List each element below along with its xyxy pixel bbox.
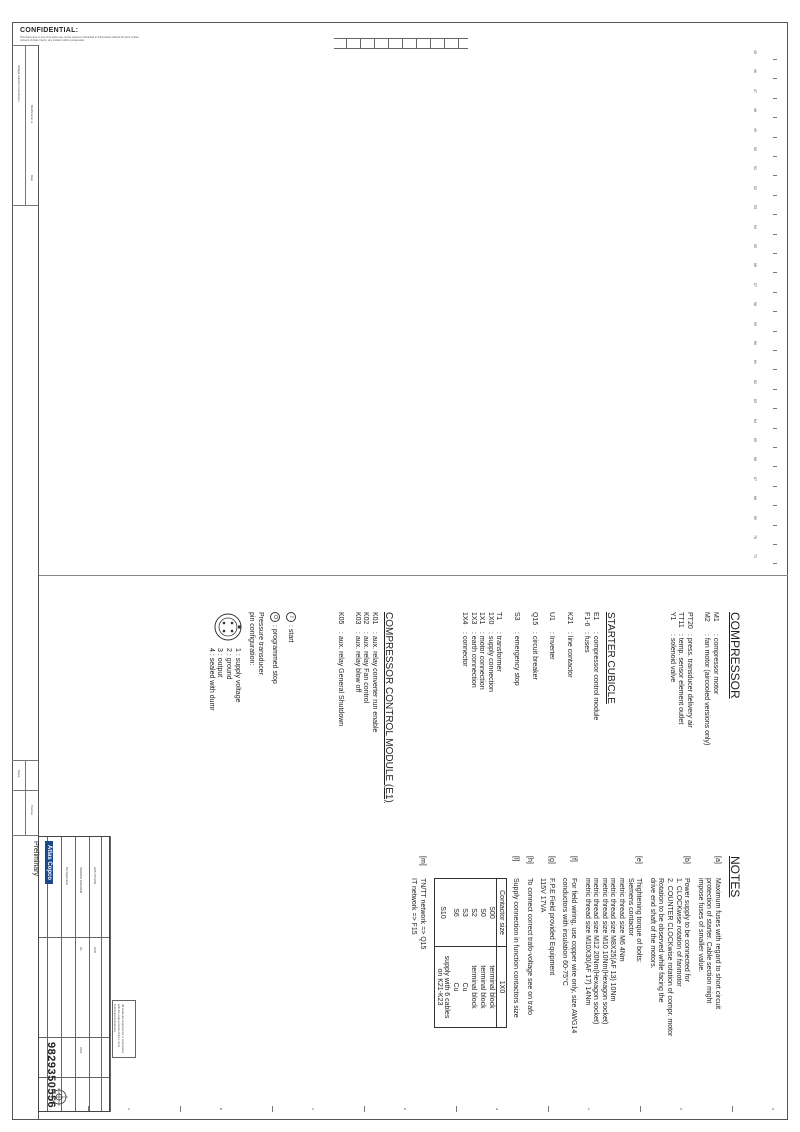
row-number: 53 (753, 205, 757, 210)
row-tick (773, 137, 777, 138)
note-line: To connect correct trafo-voltage see on trafo (525, 878, 533, 1015)
connector-pin-icon (213, 612, 243, 642)
row-number: 71 (753, 554, 757, 559)
note-line: metric thread size M10X30(AF 17) 14Nm (583, 878, 591, 1006)
symbol-desc: : programmed stop (271, 625, 279, 684)
pin-1: 1 : supply voltage (233, 648, 241, 703)
row-number: 47 (753, 88, 757, 93)
note-line: 2. COUNTER CLOCKwise rotation of compr. motor (666, 878, 674, 1037)
note-line: drive end shaft of the motors. (648, 878, 656, 969)
note-line: protection of starter. Cable section might (705, 878, 713, 1004)
column-tick (640, 1106, 641, 1112)
note-tag: [b] (683, 856, 691, 864)
column-tick (180, 1106, 181, 1112)
item-desc: : fuses (583, 632, 591, 653)
row-number: 48 (753, 108, 757, 113)
note-tag: [l] (512, 856, 520, 862)
symbol-desc: : start (286, 625, 294, 643)
pin-4: 4 : sealed with dumr (207, 648, 215, 711)
item-desc: : press. transducer delivery air (685, 634, 693, 728)
row-number: 61 (753, 360, 757, 365)
item-desc: : motor connection (478, 632, 486, 690)
note-line: 1. CLOCKwise rotation of fanmotor (674, 878, 682, 987)
starter-cubicle-title: STARTER CUBICLE (605, 612, 616, 704)
logo (43, 841, 61, 884)
stop-symbol-icon: O (270, 612, 280, 622)
confidential-label: CONFIDENTIAL: (20, 27, 79, 34)
item-code: E1 (592, 612, 599, 621)
note-line: F.P.E Field provided Equipment (547, 878, 555, 976)
row-tick (773, 272, 777, 273)
table-cell: S3 (460, 879, 469, 947)
row-tick (773, 195, 777, 196)
note-line: For field wiring, use copper wire only, size AWG14 (570, 878, 578, 1034)
row-number: 49 (753, 127, 757, 132)
column-letter: G (680, 1107, 683, 1111)
strip-label-transformer: Voltage reduction transformer (17, 65, 21, 102)
note-tag: [a] (714, 856, 721, 864)
modification-strip (12, 45, 39, 1120)
row-tick (773, 98, 777, 99)
item-code: TT11 (677, 612, 685, 628)
row-tick (773, 175, 777, 176)
item-desc: : line contactor (565, 632, 573, 678)
starter-cubicle-section (459, 612, 616, 720)
table-cell: S6 (451, 879, 460, 947)
row-number: 69 (753, 515, 757, 520)
scale-text: Not Applicable (65, 867, 69, 885)
strip-label-position: Position (30, 805, 34, 815)
row-tick (773, 331, 777, 332)
row-tick (773, 544, 777, 545)
table-cell: supply with 6 cables on K21-K23 (434, 947, 451, 1028)
row-number: 63 (753, 399, 757, 404)
sheet-text: WXX (79, 1047, 83, 1054)
strip-label-mod: Modification nr. (30, 105, 34, 124)
item-code: S3 (513, 612, 521, 621)
row-number: 54 (753, 224, 757, 229)
title-block (32, 836, 110, 1112)
table-row (434, 879, 451, 1028)
item-code: T1 (495, 612, 503, 621)
column-letter: C (312, 1107, 315, 1111)
note-line: metric thread size M10 10Nm(Hexagon socket) (600, 878, 608, 1025)
compressor-section (667, 612, 742, 745)
column-tick (364, 1106, 365, 1112)
note-line: 115V 17VA (539, 878, 547, 913)
note-line: IT network => F15 (409, 878, 417, 935)
title-line-2: GA5-7/5-VSD (93, 867, 97, 885)
item-code: 1X3 (469, 612, 477, 625)
control-module-section (206, 612, 394, 803)
transducer-subtitle: pin configuration: (248, 612, 256, 666)
projection-symbol-icon (49, 1087, 69, 1107)
row-number: 65 (753, 438, 757, 442)
row-number: 58 (753, 302, 757, 307)
column-tick (548, 1106, 549, 1112)
table-cell: terminal block (469, 947, 478, 1028)
row-number: 56 (753, 263, 757, 268)
row-number: 59 (753, 321, 757, 326)
note-tag: [m] (418, 856, 426, 866)
note-tag: [e] (635, 856, 643, 864)
start-symbol-icon: I (286, 612, 296, 622)
row-number: 55 (753, 244, 757, 248)
row-number: 50 (753, 147, 757, 151)
row-tick (773, 389, 777, 390)
column-letter: B (220, 1107, 223, 1111)
note-tag: [f] (570, 856, 578, 862)
item-code: 1X1 (478, 612, 486, 625)
column-letter: D (404, 1107, 407, 1111)
contactor-table (434, 878, 507, 1028)
item-desc: : connector (461, 632, 469, 667)
row-tick (773, 505, 777, 506)
note-line: Rotation to be observed while facing the (657, 878, 665, 1003)
item-desc: : fan motor (aircooled versions only) (703, 634, 711, 746)
pin-2: 2 : ground (224, 648, 232, 680)
table-cell: terminal block (478, 947, 487, 1028)
row-number: 46 (753, 69, 757, 74)
item-desc: : circuit breaker (530, 632, 538, 680)
item-desc: : temp. sensor element outlet (677, 634, 685, 725)
item-code: K05 (337, 612, 345, 625)
row-tick (773, 369, 777, 370)
item-desc: : compressor control module (592, 632, 599, 721)
table-row (469, 879, 478, 1028)
row-tick (773, 59, 777, 60)
row-tick (773, 234, 777, 235)
note-line: Maximum fuses with regard to short circuit (714, 878, 721, 1010)
table-cell: Cu (460, 947, 469, 1028)
table-cell: Cu (451, 947, 460, 1028)
row-number: 67 (753, 476, 757, 481)
row-tick (773, 78, 777, 79)
doc-number-text: 9829350556 (45, 1042, 57, 1109)
column-tick (456, 1106, 457, 1112)
column-letter: A (128, 1107, 131, 1111)
row-tick (773, 253, 777, 254)
compressor-title: COMPRESSOR (728, 612, 742, 699)
note-line: Siemens contactor (626, 878, 634, 936)
note-tag: [g] (547, 856, 555, 864)
item-desc: : Inverter (548, 632, 556, 660)
ref-text: ACD (93, 947, 97, 953)
row-number: 68 (753, 496, 757, 501)
table-cell: S00 (487, 879, 497, 947)
title-line-1: SERVICE DIAGRAM (79, 867, 83, 894)
revision-grid (334, 38, 468, 49)
control-module-title: COMPRESSOR CONTROL MODULE (E1) (383, 612, 394, 803)
item-code: M2 (703, 612, 711, 622)
notes-title: NOTES (728, 856, 742, 898)
row-number: 66 (753, 457, 757, 462)
item-desc: : aux. relay Fan control (362, 632, 370, 704)
note-tag: [h] (525, 856, 533, 864)
row-tick (773, 156, 777, 157)
column-letter: E (496, 1107, 499, 1111)
compliance-note: All materials supplied are in compliance with the requirements of the List of Prohibited Substances (113, 1004, 125, 1054)
note-line: Power supply to be connected for (683, 878, 691, 982)
note-line: Thightening torque of bolts: (635, 878, 643, 963)
strip-label-date: Date (30, 175, 34, 181)
compliance-note-box (112, 1000, 136, 1058)
table-row (487, 879, 497, 1028)
item-desc: : supply connection (486, 632, 494, 692)
item-code: F1-6 (583, 612, 591, 627)
row-tick (773, 563, 777, 564)
row-tick (773, 117, 777, 118)
table-cell: S0 (478, 879, 487, 947)
item-desc: : earth connection (469, 632, 477, 688)
column-tick (272, 1106, 273, 1112)
column-tick (732, 1106, 733, 1112)
row-number: 62 (753, 379, 757, 384)
column-letter: F (588, 1107, 590, 1111)
item-desc: : aux. relay converter run enable (371, 632, 378, 733)
note-line: conductors with insulation 60-75°C (561, 878, 569, 986)
size-text: A3 (79, 947, 83, 951)
row-tick (773, 466, 777, 467)
table-cell: S10 (434, 879, 451, 947)
table-header: Contactor size (496, 879, 506, 947)
table-row (460, 879, 469, 1028)
row-number: 64 (753, 418, 757, 423)
row-tick (773, 525, 777, 526)
item-desc: : compressor motor (712, 634, 719, 695)
status-text: Preliminary (32, 841, 39, 877)
row-number: 51 (753, 166, 757, 171)
row-tick (773, 311, 777, 312)
confidential-note: This document or any of its parts may not be copied or disclosed to third parties without the prior written consent of Atlas Copco; any violation will be prosecuted. (20, 36, 139, 43)
row-tick (773, 408, 777, 409)
notes-section (408, 856, 742, 1036)
company-logo-text: Atlas Copco (45, 841, 53, 884)
table-cell: S2 (469, 879, 478, 947)
note-line: TN/TT network => Q15 (418, 878, 426, 950)
item-code: Q15 (530, 612, 538, 626)
table-cell: terminal block (487, 947, 497, 1028)
item-desc: : solenoid valve (668, 634, 676, 683)
row-tick (773, 214, 777, 215)
column-letter: H (772, 1107, 775, 1111)
strip-label-name: Name (17, 770, 21, 778)
item-code: K03 (353, 612, 361, 625)
item-desc: : aux. relay blow off (353, 632, 361, 693)
note-line: metric thread size M8X25(AF 13) 10Nm (609, 878, 617, 1002)
row-tick (773, 486, 777, 487)
item-code: K21 (565, 612, 573, 625)
row-tick (773, 447, 777, 448)
row-number: 52 (753, 185, 757, 190)
note-line: metric thread size M6 4Nm (618, 878, 626, 962)
row-number: 45 (753, 50, 757, 54)
row-number: 60 (753, 341, 757, 345)
item-code: 1X0 (486, 612, 494, 625)
item-desc: : transformer (495, 632, 503, 672)
row-number: 70 (753, 535, 757, 539)
note-line: metric thread size M12 20Nm(Hexagon socket) (592, 878, 600, 1025)
note-line: impose fuses of smaller value. (696, 878, 704, 973)
row-tick (773, 292, 777, 293)
item-code: M1 (712, 612, 719, 622)
title-block-divider (110, 836, 111, 1112)
item-code: 1X4 (461, 612, 469, 625)
note-line: Supply connection in function contactors size (512, 878, 520, 1018)
row-number: 57 (753, 282, 757, 287)
item-code: K01 (371, 612, 378, 625)
item-desc: : emergency stop (513, 632, 521, 686)
table-header: 1X0 (496, 947, 506, 1028)
item-code: K02 (362, 612, 370, 625)
transducer-title: Pressure transducer (256, 612, 264, 676)
center-divider (38, 575, 788, 576)
item-code: Y1 (668, 612, 676, 621)
table-row (451, 879, 460, 1028)
row-tick (773, 350, 777, 351)
table-row (478, 879, 487, 1028)
item-code: PT20 (685, 612, 693, 629)
pin-3: 3 : output (216, 648, 224, 678)
item-code: U1 (548, 612, 556, 621)
item-desc: : aux. relay General Shutdown (337, 632, 345, 727)
row-tick (773, 428, 777, 429)
